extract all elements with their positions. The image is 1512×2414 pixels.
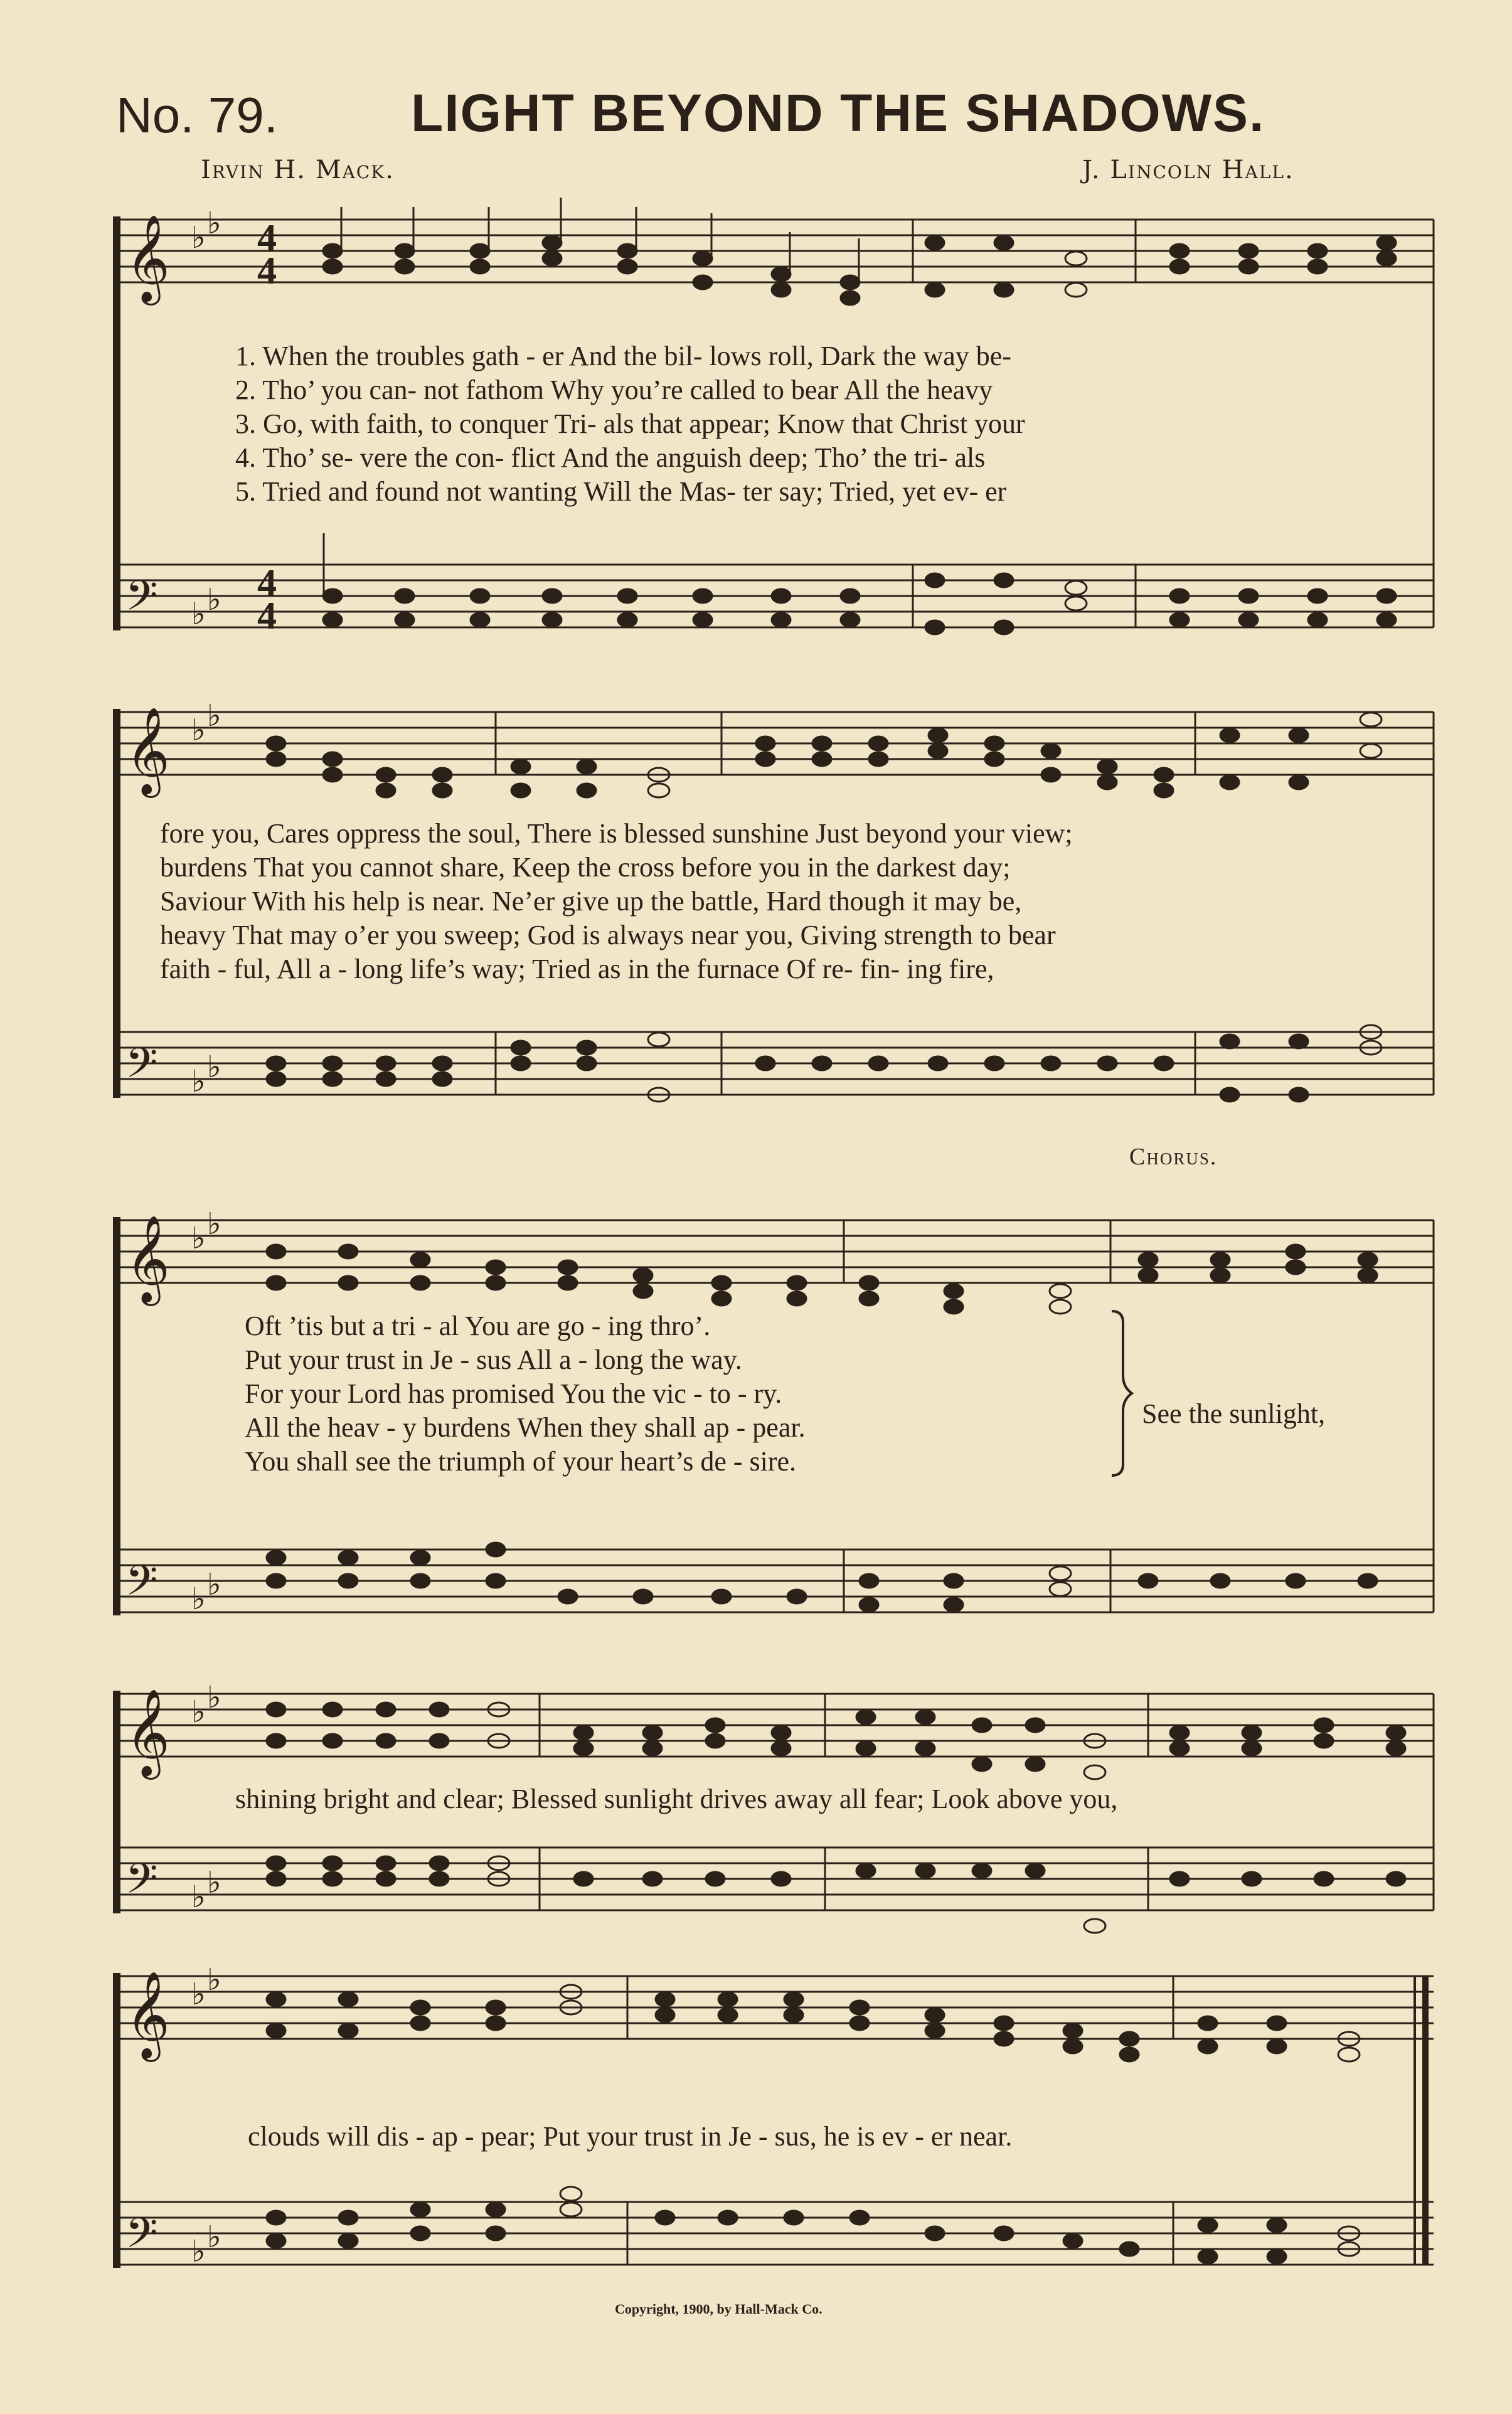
svg-text:♭: ♭: [191, 1880, 206, 1915]
staff-system2-treble: [119, 712, 1434, 775]
svg-text:♭: ♭: [191, 1221, 206, 1256]
verse-line-3: 3. Go, with faith, to conquer Tri- als that appear; Know that Christ your: [235, 408, 1025, 439]
svg-text:4: 4: [257, 595, 277, 637]
staff-system5-bass: [119, 2202, 1434, 2265]
staff-system3-treble: [119, 1220, 1434, 1283]
lyricist-credit: Irvin H. Mack.: [201, 156, 395, 184]
staff-system5-treble: [119, 1976, 1434, 2039]
chorus-start-lyric: See the sunlight,: [1142, 1398, 1326, 1429]
svg-text:♭: ♭: [191, 1694, 206, 1730]
copyright-notice: Copyright, 1900, by Hall-Mack Co.: [615, 2301, 823, 2317]
bass-clef-icon: 𝄢: [125, 572, 158, 630]
verse-line-5: 5. Tried and found not wanting Will the Mas- ter say; Tried, yet ev- er: [235, 476, 1007, 507]
svg-text:♭: ♭: [191, 597, 206, 632]
verse-line-2: Put your trust in Je - sus All a - long the way.: [245, 1344, 742, 1375]
svg-text:♭: ♭: [191, 1064, 206, 1099]
verse-line-4: heavy That may o’er you sweep; God is always near you, Giving strength to bear: [160, 920, 1056, 950]
composer-credit: J. Lincoln Hall.: [1082, 156, 1294, 184]
svg-text:♭: ♭: [207, 2220, 221, 2255]
treble-clef-icon: 𝄞: [125, 707, 170, 794]
chorus-lyric-line: shining bright and clear; Blessed sunlight drives away all fear; Look above you,: [235, 1784, 1118, 1814]
svg-text:♭: ♭: [191, 2234, 206, 2269]
svg-text:4: 4: [257, 217, 277, 260]
verse-line-1: 1. When the troubles gath - er And the bil- lows roll, Dark the way be-: [235, 341, 1011, 371]
verse-line-5: You shall see the triumph of your heart’s de - sire.: [245, 1446, 797, 1477]
svg-text:4: 4: [257, 250, 277, 292]
svg-text:♭: ♭: [207, 1680, 221, 1715]
verse-line-4: All the heav - y burdens When they shall ap - pear.: [245, 1412, 806, 1443]
svg-text:♭: ♭: [207, 698, 221, 733]
bass-clef-icon: 𝄢: [125, 2209, 158, 2267]
verse-line-4: 4. Tho’ se- vere the con- flict And the anguish deep; Tho’ the tri- als: [235, 442, 986, 473]
treble-clef-icon: 𝄞: [125, 215, 170, 302]
svg-text:♭: ♭: [207, 1050, 221, 1085]
svg-text:♭: ♭: [191, 713, 206, 748]
verse-line-3: For your Lord has promised You the vic - to - ry.: [245, 1378, 782, 1409]
svg-text:4: 4: [257, 562, 277, 605]
chorus-label: Chorus.: [1129, 1144, 1218, 1170]
bass-clef-icon: 𝄢: [125, 1039, 158, 1097]
verse-line-2: burdens That you cannot share, Keep the cross before you in the darkest day;: [160, 852, 1011, 883]
svg-text:♭: ♭: [207, 1962, 221, 1997]
verse-line-1: Oft ’tis but a tri - al You are go - ing thro’.: [245, 1311, 711, 1341]
verse-line-1: fore you, Cares oppress the soul, There is blessed sunshine Just beyond your view;: [160, 818, 1073, 849]
staff-system3-bass: [119, 1550, 1434, 1612]
treble-clef-icon: 𝄞: [125, 1689, 170, 1776]
hymn-number: No. 79.: [116, 87, 278, 143]
chorus-brace: [1112, 1311, 1132, 1476]
svg-text:♭: ♭: [191, 1977, 206, 2012]
svg-text:♭: ♭: [191, 220, 206, 255]
treble-clef-icon: 𝄞: [125, 1215, 170, 1302]
hymn-title: LIGHT BEYOND THE SHADOWS.: [411, 83, 1265, 142]
verse-line-3: Saviour With his help is near. Ne’er give up the battle, Hard though it may be,: [160, 886, 1022, 917]
svg-text:♭: ♭: [207, 1206, 221, 1242]
verse-line-5: faith - ful, All a - long life’s way; Tried as in the furnace Of re- fin- ing fire,: [160, 954, 994, 984]
chorus-lyric-line: clouds will dis - ap - pear; Put your trust in Je - sus, he is ev - er near.: [248, 2121, 1013, 2152]
svg-text:♭: ♭: [207, 1865, 221, 1900]
svg-text:♭: ♭: [207, 206, 221, 241]
svg-text:♭: ♭: [191, 1582, 206, 1617]
notes-system4: [267, 1703, 1405, 1933]
treble-clef-icon: 𝄞: [125, 1971, 170, 2058]
bass-clef-icon: 𝄢: [125, 1556, 158, 1615]
bass-clef-icon: 𝄢: [125, 1854, 158, 1913]
svg-text:♭: ♭: [207, 582, 221, 617]
verse-line-2: 2. Tho’ you can- not fathom Why you’re called to bear All the heavy: [235, 375, 993, 405]
svg-text:♭: ♭: [207, 1567, 221, 1602]
